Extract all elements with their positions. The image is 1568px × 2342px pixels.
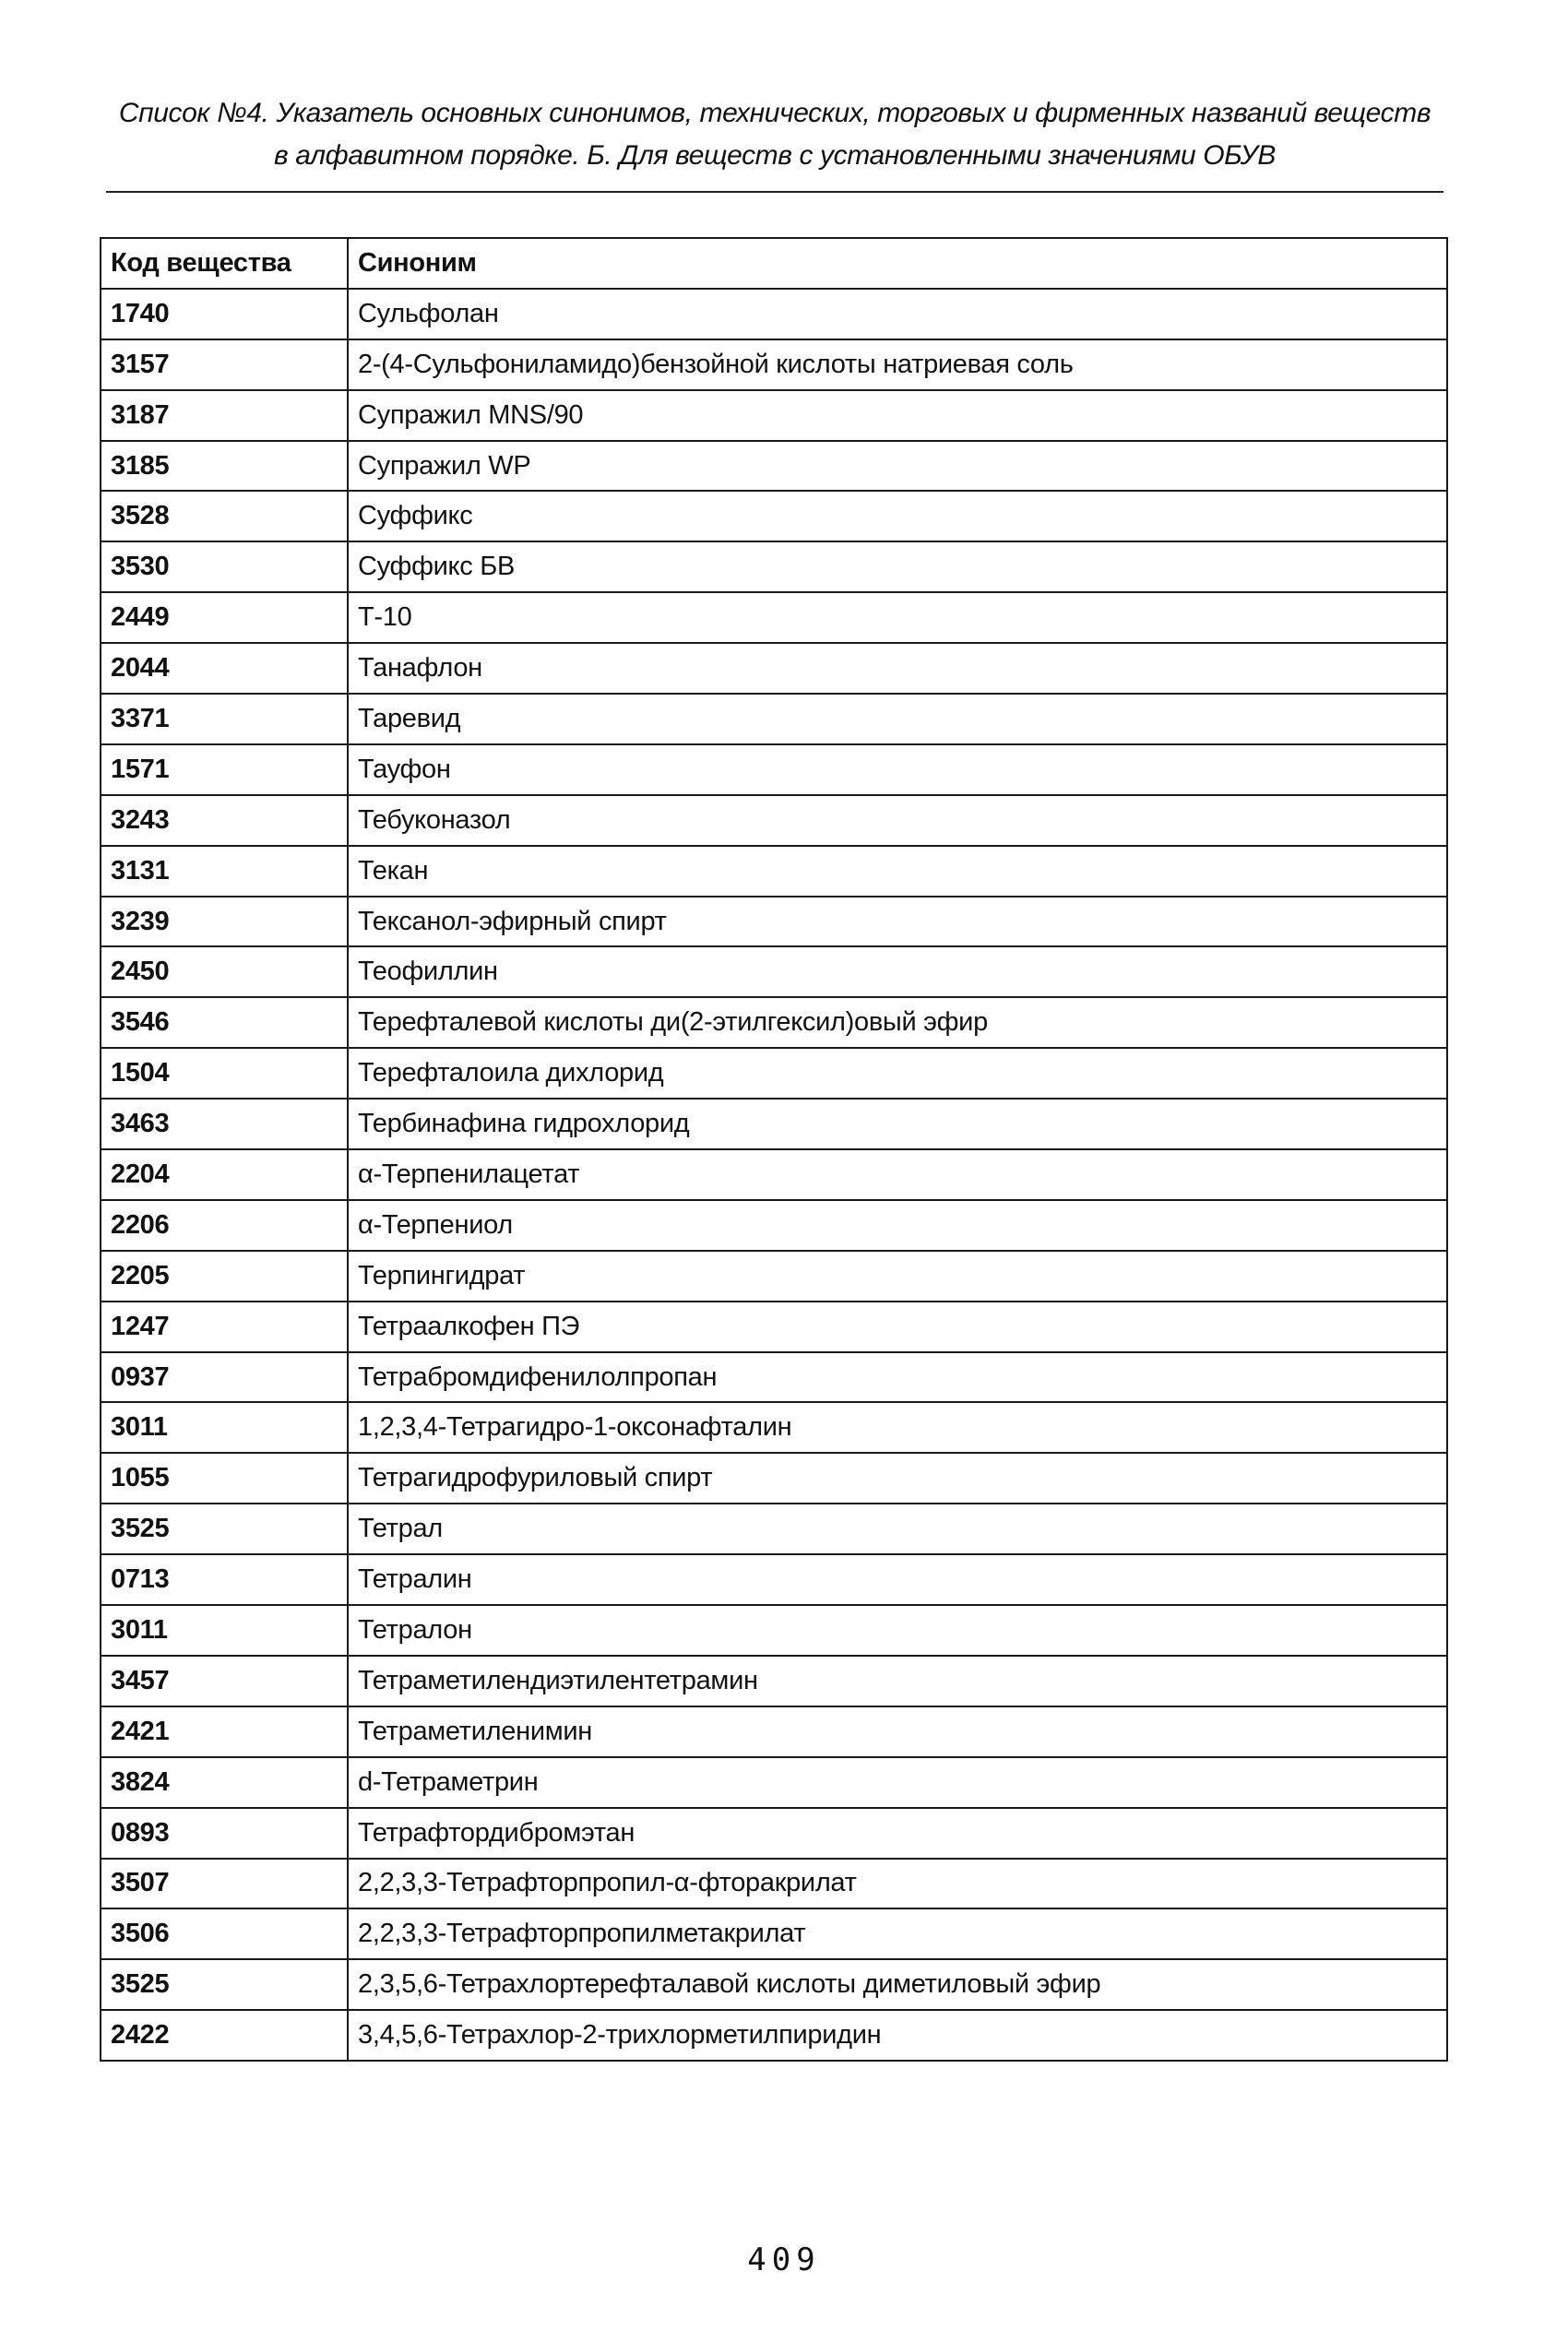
synonym-cell: d-Тетраметрин [348, 1757, 1447, 1808]
synonym-cell: Терефталевой кислоты ди(2-этилгексил)овый эфир [348, 997, 1447, 1048]
synonym-cell: Тербинафина гидрохлорид [348, 1099, 1447, 1149]
substance-code-cell: 1740 [101, 289, 348, 339]
substance-code-cell: 3546 [101, 997, 348, 1048]
synonym-cell: Таревид [348, 694, 1447, 744]
table-row [101, 643, 1447, 694]
substance-code-cell: 3157 [101, 339, 348, 390]
table-row [101, 897, 1447, 947]
table-row [101, 289, 1447, 339]
synonym-cell: Тетраалкофен ПЭ [348, 1302, 1447, 1352]
substance-code-cell: 3507 [101, 1859, 348, 1909]
table-row [101, 1554, 1447, 1605]
synonym-cell: Сульфолан [348, 289, 1447, 339]
table-row [101, 1706, 1447, 1757]
substance-code-cell: 2422 [101, 2010, 348, 2061]
synonym-cell: Текан [348, 846, 1447, 897]
column-header-synonym: Синоним [348, 238, 1447, 289]
table-row [101, 592, 1447, 643]
table-row [101, 1453, 1447, 1504]
synonym-cell: Терефталоила дихлорид [348, 1048, 1447, 1099]
synonym-cell: Терпингидрат [348, 1251, 1447, 1302]
table-body [101, 289, 1447, 2061]
synonym-cell: Тетрафтордибромэтан [348, 1808, 1447, 1859]
table-row [101, 1859, 1447, 1909]
substance-code-cell: 2205 [101, 1251, 348, 1302]
synonym-cell: Тетралин [348, 1554, 1447, 1605]
synonym-cell: Тетрабромдифенилолпропан [348, 1352, 1447, 1403]
table-row [101, 2010, 1447, 2061]
synonym-cell: Супражил MNS/90 [348, 390, 1447, 441]
synonym-cell: 2,2,3,3-Тетрафторпропил-α-фторакрилат [348, 1859, 1447, 1909]
table-header-row [101, 238, 1447, 289]
synonym-cell: α-Терпениол [348, 1200, 1447, 1251]
synonym-cell: Тауфон [348, 744, 1447, 795]
table-row [101, 1302, 1447, 1352]
synonym-cell: Т-10 [348, 592, 1447, 643]
table-row [101, 1656, 1447, 1706]
synonym-cell: Супражил WP [348, 441, 1447, 492]
table-row [101, 1099, 1447, 1149]
table-row [101, 1808, 1447, 1859]
header-line-1: Список №4. Указатель основных синонимов, технических, торговых и фирменных названий веществ [118, 98, 1431, 128]
table-row [101, 997, 1447, 1048]
header-line-2: в алфавитном порядке. Б. Для веществ с установленными значениями ОБУВ [274, 140, 1276, 171]
substance-code-cell: 3239 [101, 897, 348, 947]
substance-code-cell: 2450 [101, 946, 348, 997]
substance-code-cell: 3457 [101, 1656, 348, 1706]
table-row [101, 1959, 1447, 2010]
page-header [106, 92, 1443, 177]
table-row [101, 491, 1447, 541]
table-row [101, 1605, 1447, 1656]
substance-code-cell: 3011 [101, 1402, 348, 1453]
synonym-cell: Тетраметилендиэтилентетрамин [348, 1656, 1447, 1706]
table-row [101, 846, 1447, 897]
table-row [101, 441, 1447, 492]
substance-code-cell: 3371 [101, 694, 348, 744]
table-row [101, 339, 1447, 390]
substance-code-cell: 3011 [101, 1605, 348, 1656]
substance-code-cell: 2206 [101, 1200, 348, 1251]
synonym-cell: 2,3,5,6-Тетрахлортерефталавой кислоты диметиловый эфир [348, 1959, 1447, 2010]
synonym-cell: Суффикс [348, 491, 1447, 541]
synonym-cell: Тексанол-эфирный спирт [348, 897, 1447, 947]
substance-code-cell: 3530 [101, 541, 348, 592]
table-row [101, 1908, 1447, 1959]
substance-code-cell: 3824 [101, 1757, 348, 1808]
substance-code-cell: 1055 [101, 1453, 348, 1504]
substance-code-cell: 2044 [101, 643, 348, 694]
synonym-cell: α-Терпенилацетат [348, 1149, 1447, 1200]
table-row [101, 390, 1447, 441]
substance-code-cell: 1571 [101, 744, 348, 795]
substance-code-cell: 2204 [101, 1149, 348, 1200]
synonym-cell: Тетрал [348, 1504, 1447, 1554]
synonym-cell: Танафлон [348, 643, 1447, 694]
table-row [101, 1200, 1447, 1251]
table-row [101, 744, 1447, 795]
substance-code-cell: 3528 [101, 491, 348, 541]
table-row [101, 541, 1447, 592]
table-row [101, 694, 1447, 744]
synonym-cell: Теофиллин [348, 946, 1447, 997]
substance-code-cell: 1247 [101, 1302, 348, 1352]
substance-code-cell: 3525 [101, 1504, 348, 1554]
table-row [101, 1757, 1447, 1808]
table-row [101, 795, 1447, 846]
synonym-cell: Тебуконазол [348, 795, 1447, 846]
table-row [101, 1149, 1447, 1200]
synonym-cell: Тетрагидрофуриловый спирт [348, 1453, 1447, 1504]
substance-code-cell: 3187 [101, 390, 348, 441]
substance-code-cell: 3131 [101, 846, 348, 897]
synonym-cell: 2,2,3,3-Тетрафторпропилметакрилат [348, 1908, 1447, 1959]
synonym-table [100, 237, 1448, 2062]
substance-code-cell: 3463 [101, 1099, 348, 1149]
substance-code-cell: 2421 [101, 1706, 348, 1757]
synonym-cell: 1,2,3,4-Тетрагидро-1-оксонафталин [348, 1402, 1447, 1453]
table-row [101, 1504, 1447, 1554]
substance-code-cell: 0937 [101, 1352, 348, 1403]
table-row [101, 1048, 1447, 1099]
column-header-code: Код вещества [101, 238, 348, 289]
substance-code-cell: 0893 [101, 1808, 348, 1859]
substance-code-cell: 2449 [101, 592, 348, 643]
substance-code-cell: 3525 [101, 1959, 348, 2010]
substance-code-cell: 0713 [101, 1554, 348, 1605]
table-row [101, 946, 1447, 997]
table-row [101, 1352, 1447, 1403]
page-number: 409 [747, 2241, 821, 2278]
synonym-cell: Тетраметиленимин [348, 1706, 1447, 1757]
table-row [101, 1402, 1447, 1453]
synonym-cell: Суффикс БВ [348, 541, 1447, 592]
header-divider [106, 191, 1443, 193]
table-row [101, 1251, 1447, 1302]
substance-code-cell: 1504 [101, 1048, 348, 1099]
synonym-cell: Тетралон [348, 1605, 1447, 1656]
synonym-cell: 3,4,5,6-Тетрахлор-2-трихлорметилпиридин [348, 2010, 1447, 2061]
substance-code-cell: 3185 [101, 441, 348, 492]
substance-code-cell: 3506 [101, 1908, 348, 1959]
substance-code-cell: 3243 [101, 795, 348, 846]
synonym-cell: 2-(4-Сульфониламидо)бензойной кислоты натриевая соль [348, 339, 1447, 390]
